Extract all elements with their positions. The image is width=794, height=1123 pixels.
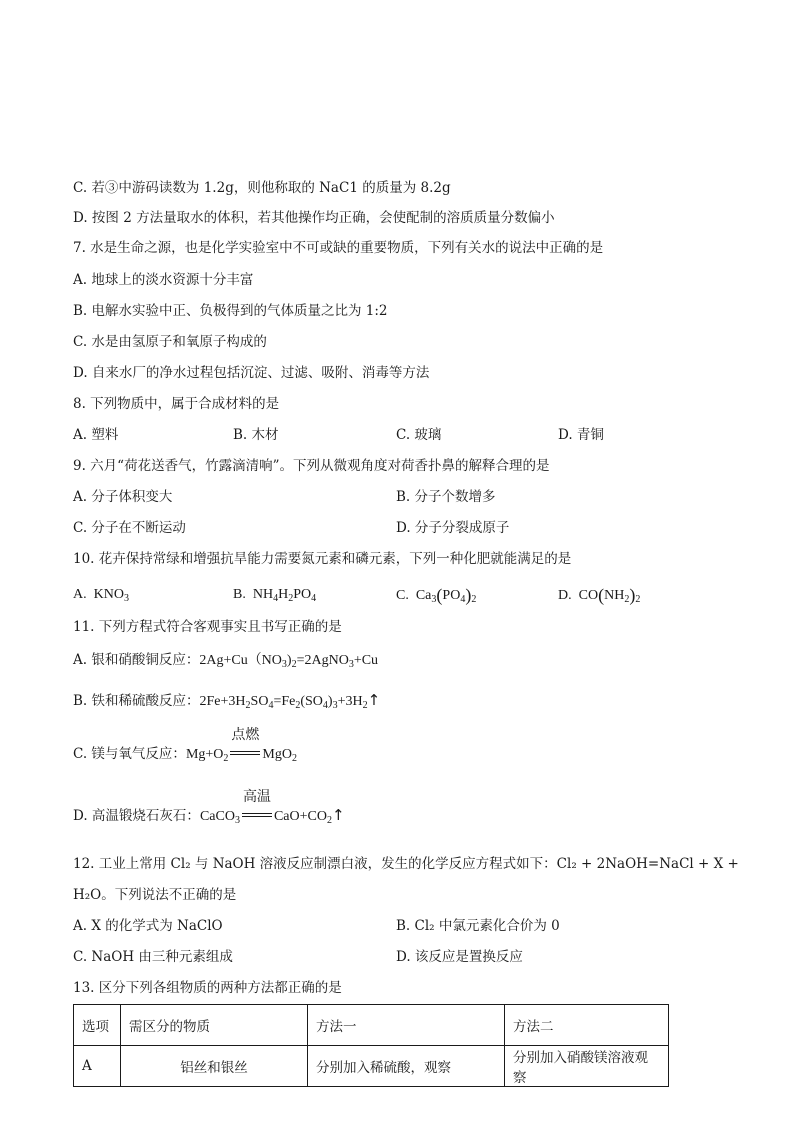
table-cell: 分别加入稀硫酸，观察 <box>308 1046 505 1087</box>
q10-option-c: C. $Ca_3(PO_4)_2$ <box>396 585 477 605</box>
q13-table <box>73 1004 669 1087</box>
q6-option-c: C. 若③中游码读数为 1.2g，则他称取的 NaC1 的质量为 8.2g <box>73 180 451 196</box>
q8-option-c: C. 玻璃 <box>396 427 442 443</box>
q11-option-d: D. 高温锻烧石灰石：CaCO$_3$ 高温 $CaO+CO_2↑$ <box>73 789 345 826</box>
q7-option-a: A. 地球上的淡水资源十分丰富 <box>73 272 254 288</box>
q12-option-a: A. X 的化学式为 NaClO <box>73 918 223 934</box>
q7-option-d: D. 自来水厂的净水过程包括沉淀、过滤、吸附、消毒等方法 <box>73 365 430 381</box>
q7-stem: 7. 水是生命之源，也是化学实验室中不可或缺的重要物质，下列有关水的说法中正确的是 <box>73 240 604 256</box>
q11-option-a: A. 银和硝酸铜反应：$2Ag+Cu(NO_3)_2=2AgNO_3+Cu$ <box>73 652 379 670</box>
q9-option-d: D. 分子分裂成原子 <box>396 520 510 536</box>
q13-stem: 13. 区分下列各组物质的两种方法都正确的是 <box>73 980 342 996</box>
q10-option-d: D. $CO(NH_2)_2$ <box>558 585 641 605</box>
q9-option-c: C. 分子在不断运动 <box>73 520 186 536</box>
q12-option-c: C. NaOH 由三种元素组成 <box>73 949 233 965</box>
reaction-condition: 高温 <box>242 807 272 827</box>
q11-stem: 11. 下列方程式符合客观事实且书写正确的是 <box>73 619 342 635</box>
table-header-cell: 方法二 <box>505 1005 669 1046</box>
table-cell: A <box>74 1046 121 1087</box>
table-row <box>74 1046 669 1087</box>
q6-option-d: D. 按图 2 方法量取水的体积，若其他操作均正确，会使配制的溶质质量分数偏小 <box>73 210 555 226</box>
q12-option-b: B. Cl₂ 中氯元素化合价为 0 <box>396 918 560 934</box>
q10-option-a: A. $KNO_3$ <box>73 587 129 604</box>
q10-option-b: B. $NH_4H_2PO_4$ <box>233 587 317 604</box>
table-header-cell: 需区分的物质 <box>121 1005 308 1046</box>
q9-stem: 9. 六月“荷花送香气，竹露滴清响”。下列从微观角度对荷香扑鼻的解释合理的是 <box>73 458 550 474</box>
table-cell: 铝丝和银丝 <box>121 1046 308 1087</box>
table-header-cell: 方法一 <box>308 1005 505 1046</box>
q8-option-d: D. 青铜 <box>558 427 604 443</box>
q9-option-b: B. 分子个数增多 <box>396 489 496 505</box>
q11-option-c: C. 镁与氧气反应：$Mg+O_2$ 点燃 MgO$_2$ <box>73 727 297 764</box>
q7-option-c: C. 水是由氢原子和氧原子构成的 <box>73 334 267 350</box>
q7-option-b: B. 电解水实验中正、负极得到的气体质量之比为 1:2 <box>73 303 388 319</box>
gas-arrow-icon: ↑ <box>367 691 381 709</box>
q9-option-a: A. 分子体积变大 <box>73 489 173 505</box>
reaction-condition: 点燃 <box>230 745 260 765</box>
table-header-cell: 选项 <box>74 1005 121 1046</box>
q12-option-d: D. 该反应是置换反应 <box>396 949 523 965</box>
table-header-row <box>74 1005 669 1046</box>
table-cell: 分别加入硝酸镁溶液观察 <box>505 1046 669 1087</box>
q12-stem-line2: H₂O。下列说法不正确的是 <box>73 887 237 903</box>
q10-stem: 10. 花卉保持常绿和增强抗旱能力需要氮元素和磷元素，下列一种化肥就能满足的是 <box>73 551 572 567</box>
gas-arrow-icon: ↑ <box>331 806 345 824</box>
q12-stem-line1: 12. 工业上常用 Cl₂ 与 NaOH 溶液反应制漂白液，发生的化学反应方程式如下：Cl₂ + 2NaOH=NaCl + X + <box>73 856 739 872</box>
q8-option-b: B. 木材 <box>233 427 279 443</box>
q8-stem: 8. 下列物质中，属于合成材料的是 <box>73 396 280 412</box>
q11-option-b: B. 铁和稀硫酸反应：$2Fe+3H_2SO_4=Fe_2(SO_4)_3+3H_2↑$ <box>73 691 381 711</box>
q8-option-a: A. 塑料 <box>73 427 119 443</box>
